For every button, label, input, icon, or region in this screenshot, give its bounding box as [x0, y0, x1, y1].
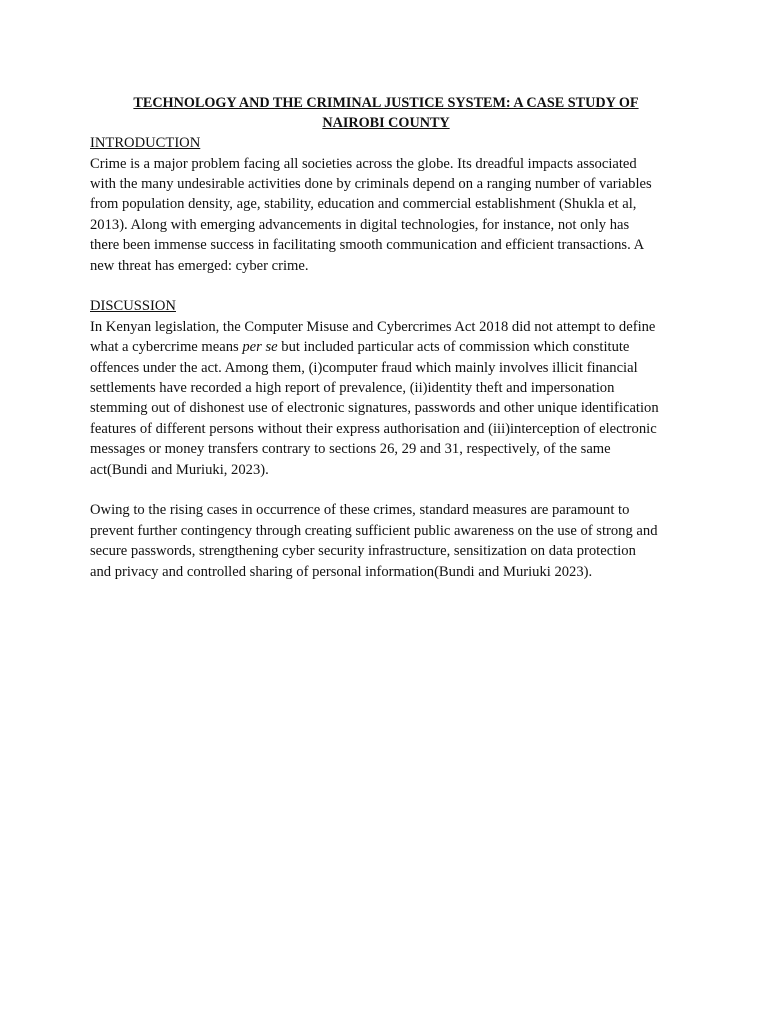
paragraph-line: new threat has emerged: cyber crime. [90, 257, 309, 274]
paragraph-line: offences under the act. Among them, (i)computer fraud which mainly involves illicit financial [90, 359, 638, 376]
paragraph-line: messages or money transfers contrary to sections 26, 29 and 31, respectively, of the same [90, 441, 611, 458]
paragraph-line: act(Bundi and Muriuki, 2023). [90, 461, 269, 478]
paragraph-line: 2013). Along with emerging advancements in digital technologies, for instance, not only has [90, 216, 630, 233]
paragraph-line: secure passwords, strengthening cyber security infrastructure, sensitization on data protection [90, 543, 636, 560]
paragraph-line: there been immense success in facilitating smooth communication and efficient transactions. A [90, 237, 645, 254]
paragraph-line: Crime is a major problem facing all societies across the globe. Its dreadful impacts associated [90, 155, 637, 172]
paragraph-line: prevent further contingency through creating sufficient public awareness on the use of strong and [90, 522, 658, 539]
paragraph-line: Owing to the rising cases in occurrence of these crimes, standard measures are paramount to [90, 502, 630, 519]
title-line-1: TECHNOLOGY AND THE CRIMINAL JUSTICE SYSTEM: A CASE STUDY OF [133, 95, 639, 111]
paragraph-line: In Kenyan legislation, the Computer Misuse and Cybercrimes Act 2018 did not attempt to define [90, 318, 656, 335]
title-line-2: NAIROBI COUNTY [322, 114, 450, 131]
document-body [90, 94, 682, 582]
italic-term: per se [242, 339, 278, 356]
paragraph-line: stemming out of dishonest use of electronic signatures, passwords and other unique identification [90, 400, 659, 417]
discussion-paragraph-2 [90, 500, 682, 582]
paragraph-gap [90, 276, 682, 296]
paragraph-line [90, 337, 682, 357]
paragraph-line: settlements have recorded a high report of prevalence, (ii)identity theft and impersonation [90, 380, 615, 397]
paragraph-line: from population density, age, stability, education and commercial establishment (Shukla et al, [90, 196, 637, 213]
discussion-heading: DISCUSSION [90, 298, 176, 315]
discussion-paragraph-1 [90, 317, 682, 480]
paragraph-line: features of different persons without their express authorisation and (iii)interception of electronic [90, 420, 657, 437]
text-run: what a cybercrime means [90, 339, 243, 356]
paragraph-gap [90, 480, 682, 500]
introduction-heading: INTRODUCTION [90, 135, 201, 152]
introduction-paragraph [90, 154, 682, 276]
paragraph-line: with the many undesirable activities done by criminals depend on a ranging number of variables [90, 176, 652, 192]
document-title [90, 94, 682, 133]
text-run: but included particular acts of commission which constitute [277, 339, 630, 356]
paragraph-line: and privacy and controlled sharing of personal information(Bundi and Muriuki 2023). [90, 563, 593, 580]
